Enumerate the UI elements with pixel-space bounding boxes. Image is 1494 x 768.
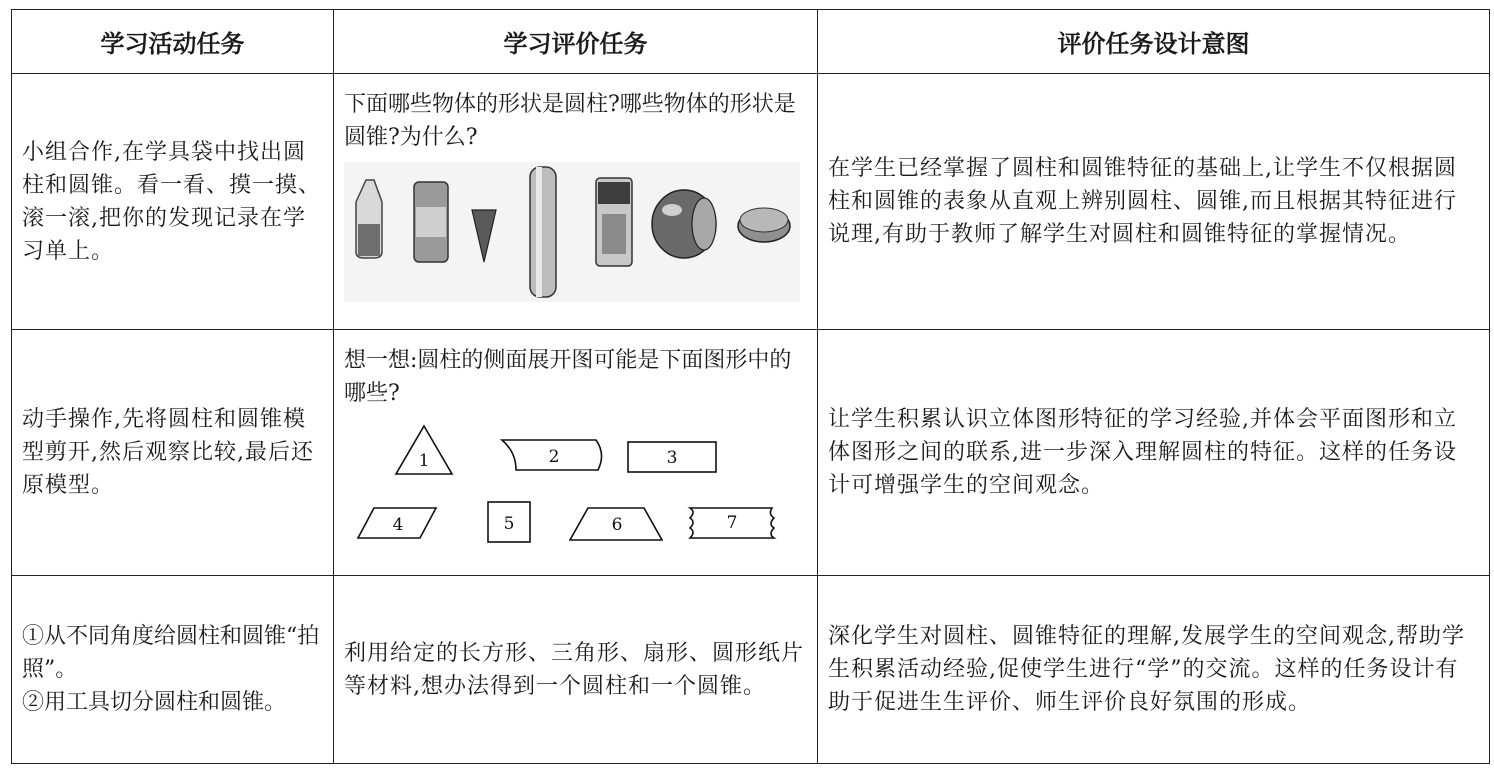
evaluation-cell	[334, 330, 818, 576]
intent-cell: 让学生积累认识立体图形特征的学习经验,并体会平面图形和立体图形之间的联系,进一步深入理解圆柱的特征。这样的任务设计可增强学生的空间观念。	[818, 330, 1490, 576]
shape-label: 6	[611, 515, 623, 535]
shape-label: 4	[392, 515, 404, 535]
table-row	[12, 74, 1490, 330]
shape-triangle	[396, 426, 452, 474]
evaluation-cell: 利用给定的长方形、三角形、扇形、圆形纸片等材料,想办法得到一个圆柱和一个圆锥。	[334, 576, 818, 764]
activity-cell: 动手操作,先将圆柱和圆锥模型剪开,然后观察比较,最后还原模型。	[12, 330, 334, 576]
evaluation-question: 下面哪些物体的形状是圆柱?哪些物体的形状是圆锥?为什么?	[344, 92, 796, 150]
shape-label: 2	[548, 447, 560, 467]
header-activity: 学习活动任务	[12, 10, 334, 74]
shape-square	[488, 502, 530, 542]
shape-trapezoid	[570, 508, 662, 540]
shape-label: 7	[726, 513, 738, 533]
shape-rectangle	[628, 442, 716, 472]
activity-line: ①从不同角度给圆柱和圆锥“拍照”。	[22, 624, 320, 682]
shape-torn-rectangle	[690, 508, 774, 538]
intent-cell: 在学生已经掌握了圆柱和圆锥特征的基础上,让学生不仅根据圆柱和圆锥的表象从直观上辨别圆柱、圆锥,而且根据其特征进行说理,有助于教师了解学生对圆柱和圆锥特征的掌握情况。	[818, 74, 1490, 330]
shape-label: 1	[418, 451, 430, 471]
activity-cell	[12, 576, 334, 764]
evaluation-question: 想一想:圆柱的侧面展开图可能是下面图形中的哪些?	[344, 348, 792, 406]
net-figures	[344, 414, 804, 564]
objects-photo	[344, 162, 800, 302]
shape-label: 5	[503, 514, 515, 534]
activity-line: ②用工具切分圆柱和圆锥。	[22, 690, 287, 715]
evaluation-cell	[334, 74, 818, 330]
header-evaluation: 学习评价任务	[334, 10, 818, 74]
intent-cell: 深化学生对圆柱、圆锥特征的理解,发展学生的空间观念,帮助学生积累活动经验,促使学生进行“学”的交流。这样的任务设计有助于促进生生评价、师生评价良好氛围的形成。	[818, 576, 1490, 764]
table-row	[12, 330, 1490, 576]
table-wrapper	[11, 9, 1489, 764]
activity-cell: 小组合作,在学具袋中找出圆柱和圆锥。看一看、摸一摸、滚一滚,把你的发现记录在学习单上。	[12, 74, 334, 330]
shape-parallelogram	[358, 508, 436, 538]
table-row	[12, 576, 1490, 764]
evaluation-table	[11, 9, 1490, 764]
shape-curved-rect	[502, 440, 602, 470]
header-row	[12, 10, 1490, 74]
header-intent: 评价任务设计意图	[818, 10, 1490, 74]
shape-label: 3	[666, 448, 678, 468]
